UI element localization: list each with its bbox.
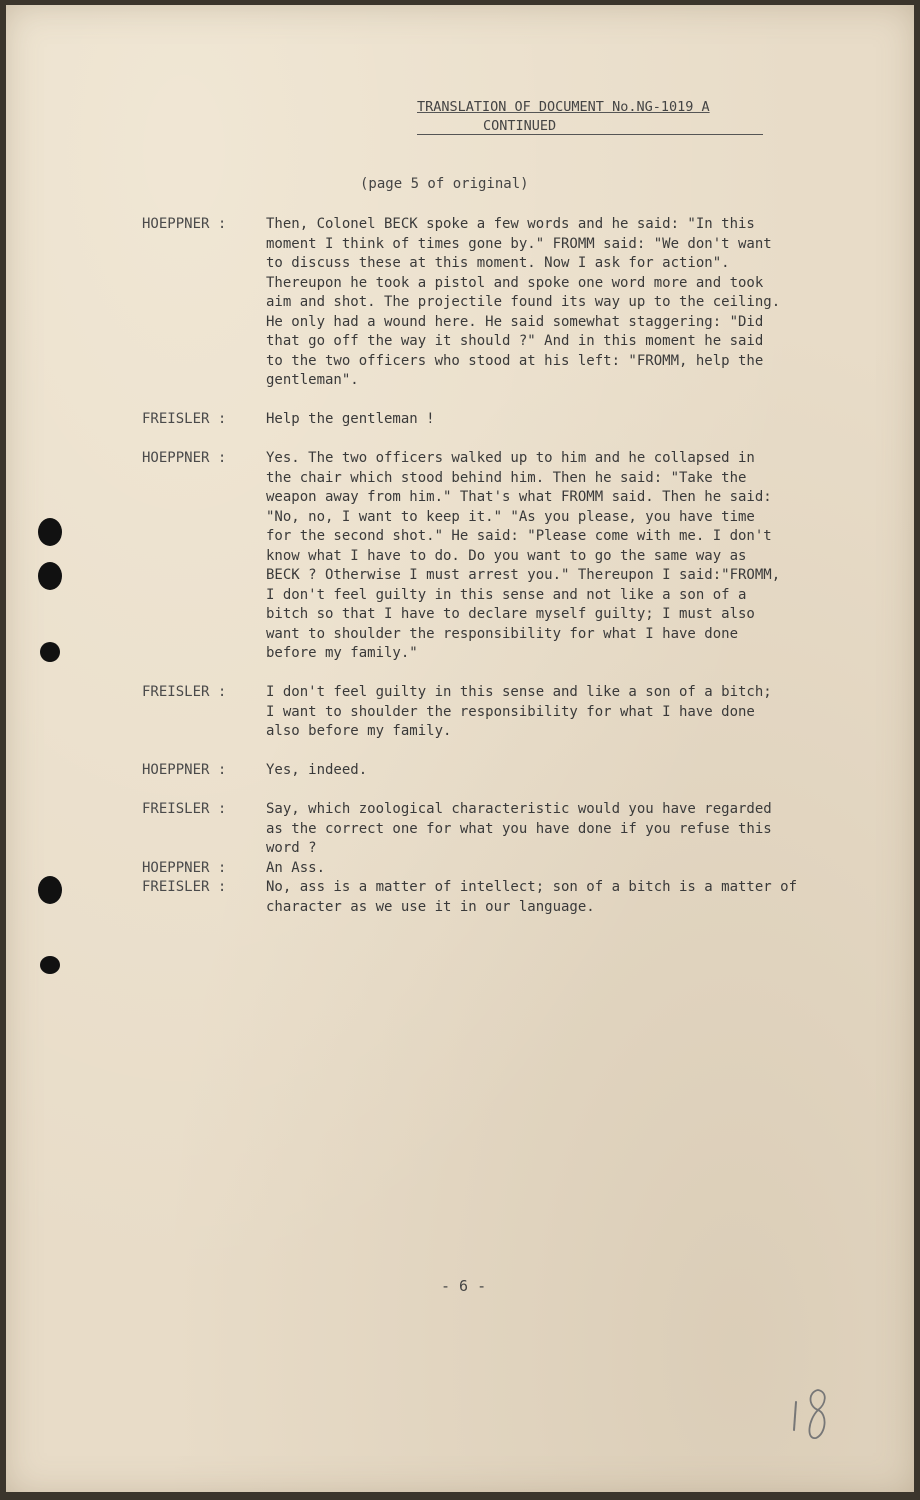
scan-border-bottom [0,1492,920,1500]
speech-text [266,878,866,917]
speech-line: before my family." [266,645,418,661]
speech-line: character as we use it in our language. [266,898,595,915]
dialogue-entry [142,859,872,879]
speech-line: An Ass. [266,859,326,876]
speech-line: word ? [266,840,317,856]
scan-border-left [0,0,6,1500]
speech-line: I don't feel guilty in this sense and like a son of a bitch; [266,684,772,700]
dialogue-entry [142,410,872,430]
speech-text [266,683,866,742]
speaker-label: FREISLER : [142,879,227,895]
speech-line: Yes, indeed. [266,762,368,778]
speech-line: No, ass is a matter of intellect; son of a bitch is a matter of [266,879,798,895]
scan-border-top [0,0,920,5]
speech-line: to the two officers who stood at his left: "FROMM, help the [266,352,764,369]
speech-text [266,410,866,430]
speech-line: for the second shot." He said: "Please come with me. I don't [266,528,772,544]
header-title: TRANSLATION OF DOCUMENT No.NG-1019 A [417,99,710,115]
speech-line: know what I have to do. Do you want to go the same way as [266,547,747,564]
speech-line: Then, Colonel BECK spoke a few words and he said: "In this [266,216,755,232]
speech-line: also before my family. [266,723,452,739]
speech-line: Help the gentleman ! [266,411,435,427]
speech-line: Say, which zoological characteristic would you have regarded [266,801,772,817]
punch-hole [38,562,62,590]
speech-text [266,859,866,879]
punch-hole [40,956,60,974]
speech-line: to discuss these at this moment. Now I ask for action". [266,255,730,271]
dialogue-entry [142,215,872,391]
speaker-label: HOEPPNER : [142,216,227,232]
speech-line: aim and shot. The projectile found its way up to the ceiling. [266,294,781,310]
speaker-label: FREISLER : [142,684,227,700]
speaker-label: HOEPPNER : [142,859,227,876]
punch-hole [38,876,62,904]
punch-hole [40,642,60,662]
dialogue-entry [142,800,872,859]
speech-line: He only had a wound here. He said somewhat staggering: "Did [266,313,764,330]
speech-line: bitch so that I have to declare myself guilty; I must also [266,606,755,622]
dialogue-entry [142,878,872,917]
document-header [417,98,763,136]
speech-line: the chair which stood behind him. Then he said: "Take the [266,469,747,486]
speaker-label: FREISLER : [142,411,227,427]
speaker-label: HOEPPNER : [142,450,227,466]
speech-text [266,761,866,781]
dialogue-entry [142,683,872,742]
header-subtitle: CONTINUED [483,118,557,134]
speech-line: as the correct one for what you have done if you refuse this [266,820,772,837]
speech-line: weapon away from him." That's what FROMM said. Then he said: [266,489,772,505]
speech-line: BECK ? Otherwise I must arrest you." Thereupon I said:"FROMM, [266,567,781,583]
original-page-note: (page 5 of original) [360,176,529,192]
speech-text [266,800,866,859]
speech-line: that go off the way it should ?" And in this moment he said [266,333,764,349]
speaker-label: FREISLER : [142,801,227,817]
speech-line: I don't feel guilty in this sense and not like a son of a [266,586,747,603]
speech-text [266,215,866,391]
speech-text [266,449,866,664]
page-number: - 6 - [441,1277,487,1295]
speech-line: I want to shoulder the responsibility for what I have done [266,703,755,720]
testimony-dialogue [142,215,872,917]
header-rule [417,134,763,135]
scan-border-right [914,0,920,1500]
speech-line: moment I think of times gone by." FROMM said: "We don't want [266,235,772,252]
dialogue-entry [142,449,872,664]
punch-hole [38,518,62,546]
speech-line: Thereupon he took a pistol and spoke one word more and took [266,274,764,291]
speech-line: gentleman". [266,372,359,388]
handwritten-number-18 [788,1384,838,1444]
dialogue-entry [142,761,872,781]
speech-line: "No, no, I want to keep it." "As you please, you have time [266,508,755,525]
speech-line: Yes. The two officers walked up to him and he collapsed in [266,450,755,466]
speaker-label: HOEPPNER : [142,762,227,778]
speech-line: want to shoulder the responsibility for what I have done [266,625,739,642]
